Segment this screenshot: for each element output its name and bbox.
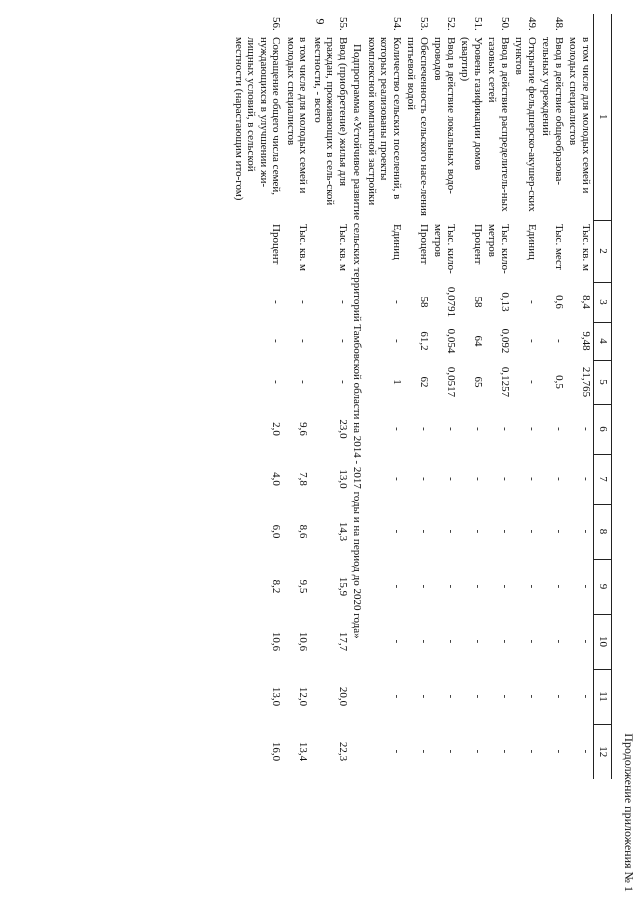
indicator-name: Сокращение общего числа семей, нуждающихся в улучшении жи-лищных условий, в сельской местности (нарастающим ито-гом) bbox=[233, 37, 283, 201]
value-col-10: 17,7 bbox=[337, 631, 349, 652]
value-col-11: - bbox=[553, 694, 565, 699]
indicator-name: Ввод (приобретение) жилья для граждан, проживающих в сель-ской местности, - всего bbox=[312, 37, 349, 206]
header-col-6: 6 bbox=[594, 404, 612, 454]
value-col-11: 12,0 bbox=[297, 686, 310, 707]
row-number: 49. bbox=[526, 17, 538, 31]
unit-of-measure: Процент bbox=[472, 224, 484, 265]
value-col-4: - bbox=[526, 339, 538, 343]
value-col-9: - bbox=[418, 584, 430, 589]
value-col-9: - bbox=[472, 584, 484, 589]
value-col-6: - bbox=[526, 427, 538, 431]
value-col-4: 9,48 bbox=[580, 331, 592, 351]
value-col-8: - bbox=[391, 529, 403, 534]
header-col-11: 11 bbox=[594, 669, 612, 724]
value-col-12: 16,0 bbox=[270, 741, 283, 762]
value-col-12: - bbox=[553, 749, 565, 754]
value-col-11: - bbox=[499, 694, 511, 699]
value-col-8: - bbox=[499, 529, 511, 534]
header-col-4: 4 bbox=[594, 322, 612, 360]
table-body-subprogram bbox=[232, 14, 351, 852]
table-row bbox=[404, 14, 431, 852]
value-col-4: 0,092 bbox=[499, 328, 511, 354]
unit-of-measure: Процент bbox=[418, 224, 430, 265]
value-col-7: - bbox=[553, 477, 565, 481]
row-number: 54. bbox=[391, 17, 403, 31]
value-col-6: 23,0 bbox=[337, 419, 349, 439]
unit-of-measure: Тыс. мест bbox=[553, 224, 565, 270]
header-col-5: 5 bbox=[594, 360, 612, 404]
value-col-8: - bbox=[580, 529, 592, 534]
value-col-12: - bbox=[499, 749, 511, 754]
header-col-3: 3 bbox=[594, 282, 612, 322]
row-number: 53. bbox=[418, 17, 430, 31]
value-col-6: 2,0 bbox=[270, 422, 283, 436]
value-col-4: 64 bbox=[472, 335, 484, 347]
appendix-label: Продолжение приложения № 1 bbox=[622, 733, 636, 892]
value-col-9: - bbox=[391, 584, 403, 589]
value-col-5: 0,1257 bbox=[499, 366, 511, 398]
value-col-12: 13,4 bbox=[297, 741, 310, 762]
value-col-3: 0,6 bbox=[553, 295, 565, 309]
table-header bbox=[594, 14, 612, 852]
value-col-5: 21,765 bbox=[580, 366, 592, 398]
row-number: 50. bbox=[499, 17, 511, 31]
value-col-3: - bbox=[391, 300, 403, 304]
header-col-2: 2 bbox=[594, 220, 612, 282]
value-col-8: 6,0 bbox=[270, 524, 283, 539]
value-col-4: - bbox=[337, 339, 349, 343]
indicator-name: Открытие фельдшерско-акушер-ских пунктов bbox=[513, 37, 538, 212]
indicator-name: Количество сельских поселений, в которых реализованы проекты комплексной компактной застройки bbox=[366, 37, 403, 206]
value-col-3: 8,4 bbox=[580, 295, 592, 309]
table-row bbox=[485, 14, 512, 852]
unit-of-measure: Тыс. кило-метров bbox=[486, 224, 511, 274]
value-col-12: - bbox=[418, 749, 430, 754]
value-col-6: - bbox=[472, 427, 484, 431]
value-col-7: - bbox=[499, 477, 511, 481]
value-col-12: - bbox=[445, 749, 457, 754]
value-col-9: 15,9 bbox=[337, 576, 349, 597]
value-col-10: 10,6 bbox=[297, 631, 310, 652]
value-col-12: - bbox=[580, 749, 592, 754]
table-row bbox=[311, 14, 351, 852]
value-col-8: - bbox=[553, 529, 565, 534]
row-number: 52. bbox=[445, 17, 457, 31]
value-col-12: - bbox=[472, 749, 484, 754]
value-col-11: - bbox=[526, 694, 538, 699]
value-col-6: - bbox=[445, 427, 457, 431]
value-col-6: - bbox=[553, 427, 565, 431]
value-col-10: - bbox=[499, 639, 511, 644]
value-col-10: - bbox=[526, 639, 538, 644]
row-number: 51. bbox=[472, 17, 484, 31]
unit-of-measure: Тыс. кв. м bbox=[337, 224, 349, 271]
value-col-10: - bbox=[472, 639, 484, 644]
row-number: 55. bbox=[337, 17, 349, 31]
indicator-name: в том числе для молодых семей и молодых специалистов bbox=[285, 37, 310, 194]
value-col-11: - bbox=[472, 694, 484, 699]
row-number bbox=[284, 14, 311, 34]
value-col-7: - bbox=[580, 477, 592, 481]
table-row bbox=[539, 14, 566, 852]
value-col-10: 10,6 bbox=[270, 631, 283, 652]
indicator-name: Ввод в действие распределитель-ных газовых сетей bbox=[486, 37, 511, 212]
table-row bbox=[284, 14, 311, 852]
unit-of-measure: Единиц bbox=[391, 224, 403, 260]
header-col-9: 9 bbox=[594, 559, 612, 614]
value-col-7: 7,8 bbox=[297, 472, 310, 486]
value-col-9: 9,5 bbox=[297, 579, 310, 594]
value-col-11: - bbox=[580, 694, 592, 699]
value-col-10: - bbox=[553, 639, 565, 644]
value-col-4: - bbox=[297, 339, 310, 343]
value-col-10: - bbox=[391, 639, 403, 644]
value-col-3: - bbox=[297, 300, 310, 304]
value-col-9: - bbox=[553, 584, 565, 589]
value-col-7: - bbox=[526, 477, 538, 481]
table-body bbox=[365, 14, 594, 852]
value-col-8: - bbox=[445, 529, 457, 534]
value-col-9: - bbox=[499, 584, 511, 589]
value-col-9: - bbox=[445, 584, 457, 589]
indicator-name: Обеспеченность сельского насе-ления питьевой водой bbox=[405, 37, 430, 216]
value-col-5: 1 bbox=[391, 379, 403, 385]
value-col-10: - bbox=[445, 639, 457, 644]
value-col-11: 13,0 bbox=[270, 686, 283, 707]
value-col-11: 20,0 bbox=[337, 686, 349, 707]
value-col-3: 0,13 bbox=[499, 292, 511, 312]
value-col-7: 4,0 bbox=[270, 472, 283, 486]
row-number: 56. bbox=[270, 17, 283, 31]
value-col-12: 22,3 bbox=[337, 741, 349, 762]
unit-of-measure: Тыс. кв. м bbox=[580, 224, 592, 271]
value-col-5: - bbox=[337, 380, 349, 384]
value-col-6: - bbox=[499, 427, 511, 431]
value-col-4: - bbox=[270, 339, 283, 343]
value-col-4: - bbox=[553, 339, 565, 343]
value-col-10: - bbox=[418, 639, 430, 644]
value-col-6: - bbox=[391, 427, 403, 431]
section-body bbox=[350, 14, 365, 852]
value-col-3: - bbox=[526, 300, 538, 304]
page-number: 9 bbox=[313, 18, 328, 25]
row-number: 48. bbox=[553, 17, 565, 31]
value-col-5: 0,0517 bbox=[445, 366, 457, 398]
value-col-8: 8,6 bbox=[297, 524, 310, 539]
value-col-3: - bbox=[337, 300, 349, 304]
value-col-7: - bbox=[472, 477, 484, 481]
unit-of-measure: Тыс. кило-метров bbox=[432, 224, 457, 274]
value-col-6: - bbox=[418, 427, 430, 431]
unit-of-measure: Процент bbox=[270, 224, 283, 265]
value-col-5: 0,5 bbox=[553, 375, 565, 389]
value-col-9: - bbox=[580, 584, 592, 589]
header-col-8: 8 bbox=[594, 504, 612, 559]
value-col-10: - bbox=[580, 639, 592, 644]
value-col-3: 58 bbox=[472, 296, 484, 308]
table-row bbox=[365, 14, 405, 852]
value-col-3: - bbox=[270, 300, 283, 304]
indicator-name: Ввод в действие общеобразова-тельных учреждений bbox=[540, 37, 565, 186]
header-col-12: 12 bbox=[594, 724, 612, 779]
header-col-10: 10 bbox=[594, 614, 612, 669]
value-col-4: 61,2 bbox=[418, 331, 430, 351]
value-col-12: - bbox=[526, 749, 538, 754]
unit-of-measure: Единиц bbox=[526, 224, 538, 260]
value-col-8: - bbox=[526, 529, 538, 534]
unit-of-measure: Тыс. кв. м bbox=[297, 224, 310, 271]
value-col-5: - bbox=[297, 380, 310, 384]
value-col-6: - bbox=[580, 427, 592, 431]
table-row bbox=[512, 14, 539, 852]
value-col-7: - bbox=[445, 477, 457, 481]
table-row bbox=[232, 14, 284, 852]
value-col-3: 0,0791 bbox=[445, 286, 457, 318]
value-col-4: 0,054 bbox=[445, 328, 457, 354]
value-col-7: - bbox=[391, 477, 403, 481]
table-row bbox=[566, 14, 594, 852]
indicator-name: Ввод в действие локальных водо-проводов bbox=[432, 37, 457, 194]
value-col-4: - bbox=[391, 339, 403, 343]
value-col-8: - bbox=[472, 529, 484, 534]
table-row bbox=[458, 14, 485, 852]
value-col-6: 9,6 bbox=[297, 422, 310, 436]
value-col-11: - bbox=[445, 694, 457, 699]
row-number bbox=[566, 14, 594, 34]
value-col-5: 62 bbox=[418, 376, 430, 388]
value-col-5: - bbox=[270, 380, 283, 384]
indicator-name: в том числе для молодых семей и молодых специалистов bbox=[567, 37, 592, 194]
value-col-8: 14,3 bbox=[337, 521, 349, 542]
value-col-3: 58 bbox=[418, 296, 430, 308]
indicator-name: Уровень газификации домов (квартир) bbox=[459, 37, 484, 171]
value-col-5: - bbox=[526, 380, 538, 384]
value-col-5: 65 bbox=[472, 376, 484, 388]
header-col-1: 1 bbox=[594, 14, 612, 220]
header-col-7: 7 bbox=[594, 454, 612, 504]
section-title: Подпрограмма «Устойчивое развитие сельских территорий Тамбовской области на 2014 - 2017 годы и на период до 2020 года» bbox=[351, 44, 364, 639]
value-col-12: - bbox=[391, 749, 403, 754]
value-col-11: - bbox=[418, 694, 430, 699]
value-col-9: 8,2 bbox=[270, 579, 283, 594]
value-col-8: - bbox=[418, 529, 430, 534]
value-col-11: - bbox=[391, 694, 403, 699]
value-col-9: - bbox=[526, 584, 538, 589]
value-col-7: 13,0 bbox=[337, 469, 349, 489]
value-col-7: - bbox=[418, 477, 430, 481]
indicators-table bbox=[232, 14, 613, 852]
table-row bbox=[431, 14, 458, 852]
